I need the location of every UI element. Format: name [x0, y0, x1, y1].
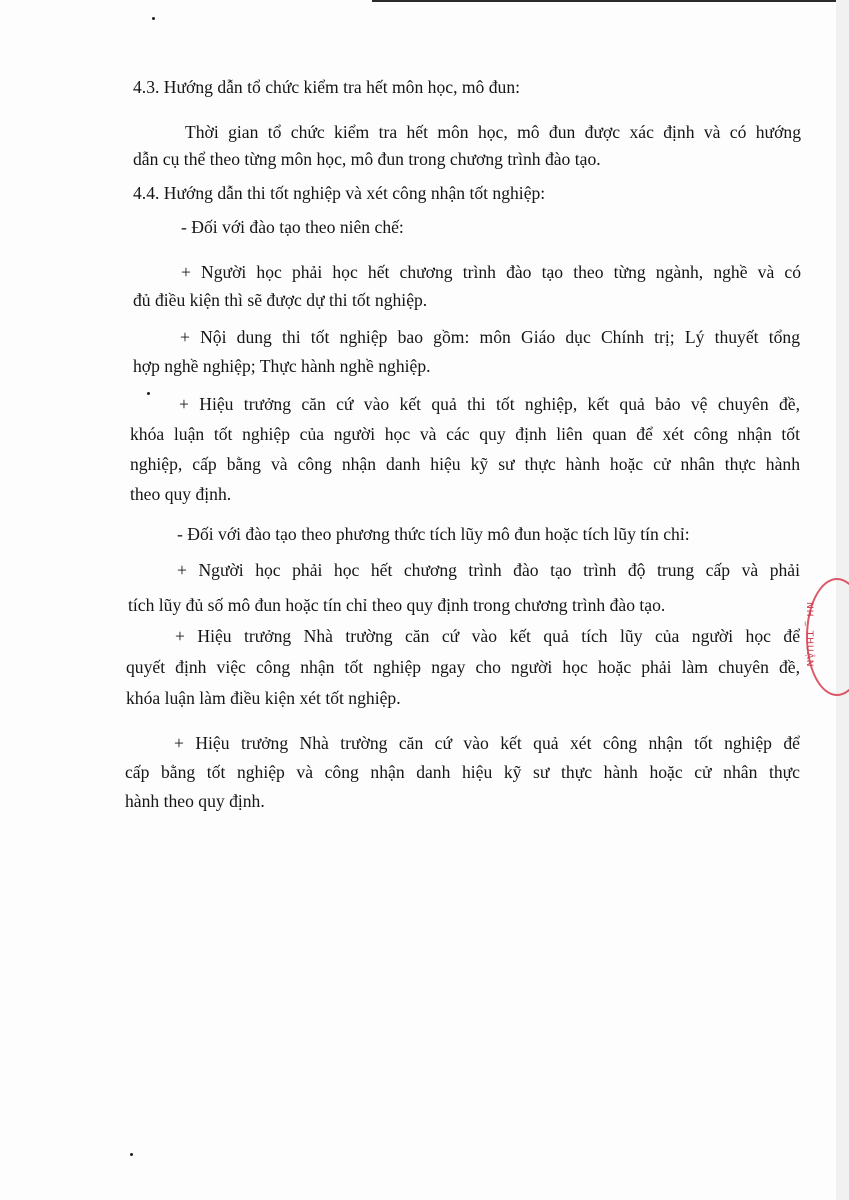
paragraph-line: quyết định việc công nhận tốt nghiệp ngay cho người học hoặc phải làm chuyên đề, [126, 657, 800, 677]
paragraph-line: khóa luận làm điều kiện xét tốt nghiệp. [126, 688, 401, 708]
scan-speck [147, 392, 150, 395]
paragraph-line: + Người học phải học hết chương trình đào tạo theo từng ngành, nghề và có [181, 262, 801, 282]
paragraph-line: + Hiệu trưởng Nhà trường căn cứ vào kết quả tích lũy của người học để [175, 626, 800, 646]
paragraph-line: dẫn cụ thể theo từng môn học, mô đun trong chương trình đào tạo. [133, 149, 601, 169]
list-item-dash: - Đối với đào tạo theo niên chế: [181, 217, 404, 237]
paragraph-line: cấp bằng tốt nghiệp và công nhận danh hiệu kỹ sư thực hành hoặc cử nhân thực [125, 762, 800, 782]
scan-speck [152, 17, 155, 20]
paragraph-line: nghiệp, cấp bằng và công nhận danh hiệu kỹ sư thực hành hoặc cử nhân thực hành [130, 454, 800, 474]
paragraph-line: + Nội dung thi tốt nghiệp bao gồm: môn Giáo dục Chính trị; Lý thuyết tổng [180, 327, 800, 347]
paragraph-line: + Hiệu trưởng Nhà trường căn cứ vào kết quả xét công nhận tốt nghiệp để [174, 733, 800, 753]
list-item-dash: - Đối với đào tạo theo phương thức tích lũy mô đun hoặc tích lũy tín chỉ: [177, 524, 690, 544]
section-heading-4-3: 4.3. Hướng dẫn tổ chức kiểm tra hết môn học, mô đun: [133, 77, 521, 97]
red-seal-stamp-text: NH _ THUẬN [804, 602, 814, 668]
section-heading-4-4: 4.4. Hướng dẫn thi tốt nghiệp và xét công nhận tốt nghiệp: [133, 183, 546, 203]
paragraph-line: đủ điều kiện thì sẽ được dự thi tốt nghiệp. [133, 290, 428, 310]
paragraph-line: hợp nghề nghiệp; Thực hành nghề nghiệp. [133, 356, 431, 376]
top-border-line [372, 0, 849, 2]
scan-speck [130, 1153, 133, 1156]
paragraph-line: tích lũy đủ số mô đun hoặc tín chỉ theo quy định trong chương trình đào tạo. [128, 595, 666, 615]
paragraph-line: + Người học phải học hết chương trình đào tạo trình độ trung cấp và phải [177, 560, 800, 580]
paragraph-line: Thời gian tổ chức kiểm tra hết môn học, mô đun được xác định và có hướng [185, 122, 801, 142]
paragraph-line: theo quy định. [130, 484, 232, 504]
paragraph-line: khóa luận tốt nghiệp của người học và các quy định liên quan để xét công nhận tốt [130, 424, 800, 444]
paragraph-line: + Hiệu trưởng căn cứ vào kết quả thi tốt nghiệp, kết quả bảo vệ chuyên đề, [179, 394, 800, 414]
paragraph-line: hành theo quy định. [125, 791, 265, 811]
